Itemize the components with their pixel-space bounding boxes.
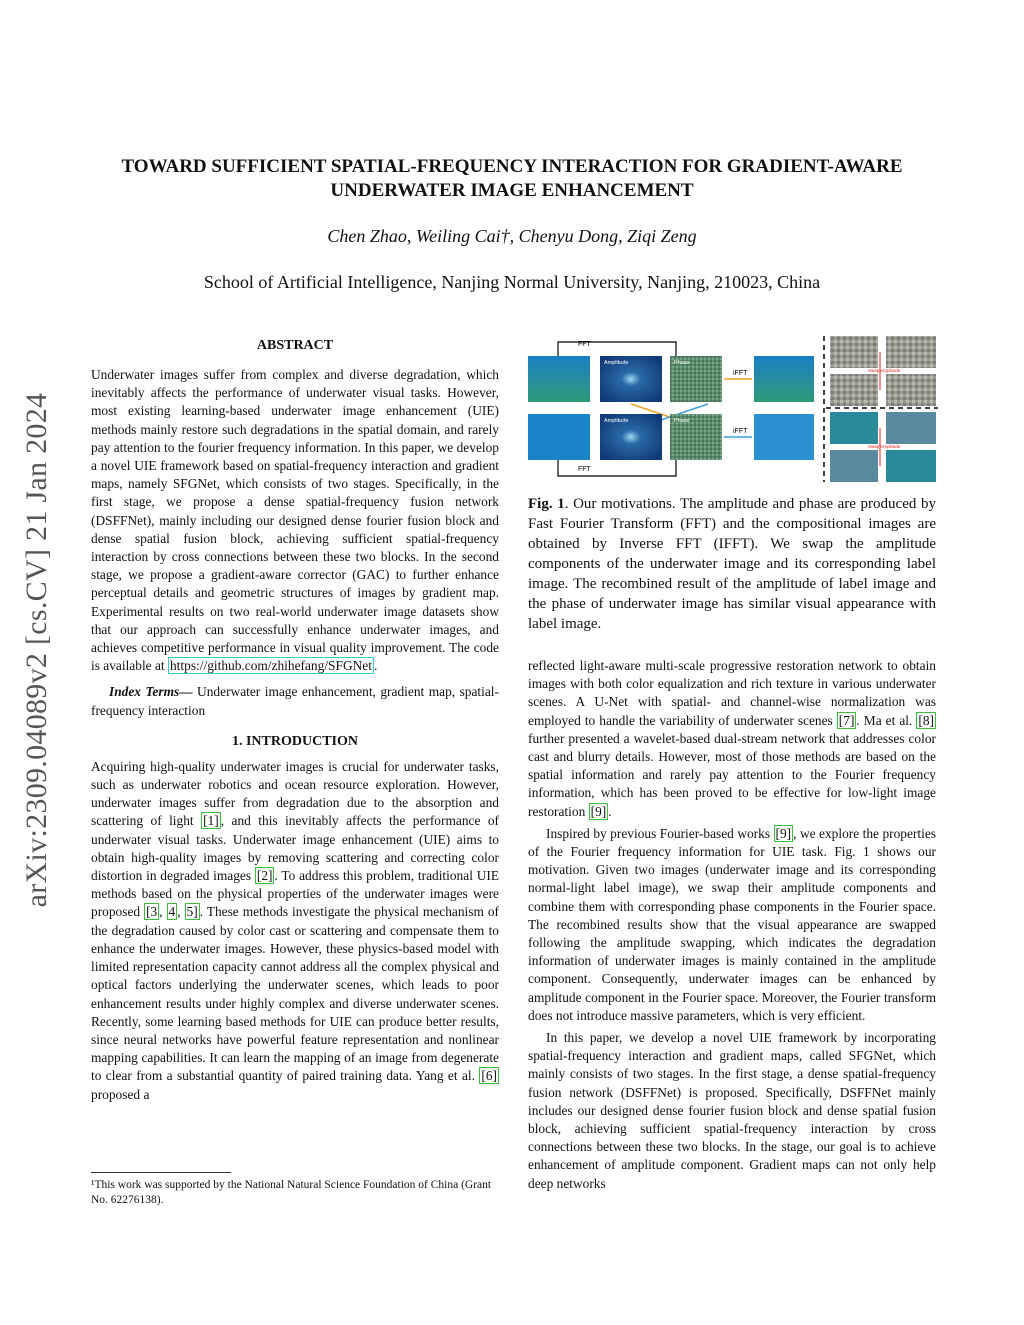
footnote: ¹This work was supported by the National Natural Science Foundation of China (Grant No. 62276138). — [91, 1179, 492, 1206]
phase-label-bottom: Phase — [674, 418, 690, 424]
example-image — [830, 336, 878, 368]
right-text-b: . Ma et al. — [856, 712, 917, 728]
code-link[interactable]: https://github.com/zhihefang/SFGNet — [169, 658, 372, 674]
ref-link[interactable]: [8] — [918, 712, 934, 728]
example-image — [830, 374, 878, 406]
swap-label-top: Swap Amplitude — [868, 368, 901, 373]
arxiv-id: arXiv:2309.04089v2 [cs.CV] 21 Jan 2024 — [20, 392, 53, 908]
authors: Chen Zhao, Weiling Cai†, Chenyu Dong, Ziqi Zeng — [327, 226, 697, 246]
right-paragraph-2 — [528, 825, 936, 1025]
intro-heading: 1. INTRODUCTION — [231, 733, 358, 749]
phase-label-top: Phase — [674, 360, 690, 366]
index-terms — [91, 683, 499, 719]
ref-link[interactable]: [9] — [590, 803, 607, 819]
example-image — [886, 374, 936, 406]
right-paragraph-3: In this paper, we develop a novel UIE framework by incorporating spatial-frequency interaction and gradient maps, called SFGNet, which mainly consists of two stages. In the first stage, a dense spatial-frequency fusion network (DSFFNet) is proposed. Specifically, DSFFNet mainly includes our designed dense fourier fusion block and dense spatial fusion block, achieving sufficient spatial-frequency interaction by cross connections between these two blocks. In the stage, our goal is to achieve enhancement of amplitude component. Gradient maps can not only help deep networks — [528, 1030, 936, 1191]
right-text-a: reflected light-aware multi-scale progressive restoration network to obtain images with both color equalization and rich texture in various underwater scenes. A U-Net with spatial- and channel-wise normalization was employed to handle the variability of underwater scenes — [528, 658, 936, 728]
ref-link[interactable]: [6] — [481, 1068, 497, 1084]
recombined-image-bottom — [754, 414, 814, 460]
intro-paragraph: Acquiring high-quality underwater images is crucial for underwater tasks, such as underwater robotics and ocean resource exploration. However, underwater images suffer from degradation due to the absorption and scattering of light [1] , and this inevitably affects the performance of underwater visual tasks. Underwater image enhancement (UIE) aims to obtain high-quality images by removing scattering and correcting color distortion in degraded images [2] . To address this problem, traditional UIE methods based on the physical properties of the underwater images were proposed [3 , 4 , 5] . These methods investigate the physical mechanism of the degradation caused by color cast or scattering and compensate them to enhance the underwater images. However, these physics-based model with limited representation capacity cannot address all the complex physical and optical factors underlying the underwater scenes, which leads to poor enhancement results under highly complex and diverse underwater scenes. Recently, some learning based methods for UIE can produce better results, since neural networks have powerful feature representation and nonlinear mapping capabilities. It can learn the mapping of an image from degenerate to clear from a substantial quantity of paired training data. Yang et al. [6] proposed a — [91, 758, 500, 1102]
amplitude-label-bottom: Amplitude — [604, 418, 629, 424]
example-image — [886, 450, 936, 482]
right-text-d: . — [608, 803, 612, 819]
recombined-image-top — [754, 356, 814, 402]
intro-text-d: . These methods investigate the physical mechanism of the degradation caused by color cast or scattering and compensate them to enhance the underwater images. However, these physics-based model with limited representation capacity cannot address all the complex physical and optical factors underlying the underwater scenes, which leads to poor enhancement results under highly complex and diverse underwater scenes. Recently, some learning based methods for UIE can produce better results, since neural networks have powerful feature representation and nonlinear mapping capabilities. It can learn the mapping of an image from degenerate to clear from a substantial quantity of paired training data. Yang et al. — [91, 904, 499, 1084]
right-text-e: Inspired by previous Fourier-based works — [546, 825, 774, 841]
ref-link[interactable]: 5] — [186, 904, 198, 920]
fft-arrow-top — [558, 342, 676, 356]
abstract-text: Underwater images suffer from complex and diverse degradation, which inevitably affects the performance of underwater visual tasks. However, most existing learning-based underwater image enhancement (UIE) methods mainly restore such degradations in the spatial domain, and rarely pay attention to the fourier frequency information. In this paper, we develop a novel UIE framework based on spatial-frequency interaction and gradient maps, namely SFGNet, which consists of two stages. Specifically, in the first stage, we propose a dense spatial-frequency fusion network (DSFFNet), mainly including our designed dense fourier fusion block and dense spatial fusion block, achieving sufficient spatial-frequency interaction by cross connections between these two blocks. In the second stage, we propose a gradient-aware corrector (GAC) to further enhance perceptual details and geometric structures of images by gradient map. Experimental results on two real-world underwater image datasets show that our approach can successfully enhance underwater images, and achieves competitive performance in visual quality improvement. The code is available at — [91, 367, 499, 674]
right-text-f: , we explore the properties of the Fourier frequency information for UIE task. Fig. 1 shows our motivation. Given two images (underwater image and its corresponding normal-light label image), we swap their amplitude components and combine them with corresponding phase components in the Fourier space. The recombined results show that the visual appearance are swapped following the amplitude swapping, which indicates the degradation information of underwater images is mainly contained in the amplitude component. Consequently, underwater images can be enhanced by amplitude component in the Fourier space. Moreover, the Fourier transform does not introduce massive parameters, which is very efficient. — [528, 825, 936, 1023]
index-terms-text: Underwater image enhancement, gradient map, spatial-frequency interaction — [91, 684, 499, 718]
abstract-body: Underwater images suffer from complex and diverse degradation, which inevitably affects the performance of underwater visual tasks. However, most existing learning-based underwater image enhancement (UIE) methods mainly restore such degradations in the spatial domain, and rarely pay attention to the fourier frequency information. In this paper, we develop a novel UIE framework based on spatial-frequency interaction and gradient maps, namely SFGNet, which consists of two stages. Specifically, in the first stage, we propose a dense spatial-frequency fusion network (DSFFNet), mainly including our designed dense fourier fusion block and dense spatial fusion block, achieving sufficient spatial-frequency interaction by cross connections between these two blocks. In the second stage, we propose a gradient-aware corrector (GAC) to further enhance perceptual details and geometric structures of images by gradient map. Experimental results on two real-world underwater image datasets show that our approach can successfully enhance underwater images, and achieves competitive performance in visual quality improvement. The code is available at https://github.com/zhihefang/SFGNet . — [91, 367, 499, 674]
ref-link[interactable]: [7] — [838, 712, 855, 728]
caption-text: . Our motivations. The amplitude and phase are produced by Fast Fourier Transform (FFT) and the compositional images are obtained by Inverse FFT (IFFT). We swap the amplitude components of the underwater image and its corresponding label image. The recombined result of the amplitude of label image and the phase of underwater image has similar visual appearance with label image. — [528, 496, 936, 632]
fft-label-top: FFT — [578, 341, 591, 348]
ref-link[interactable]: [1] — [203, 813, 219, 829]
fft-arrow-bottom — [558, 460, 676, 476]
example-image — [830, 450, 878, 482]
affiliation: School of Artificial Intelligence, Nanjing Normal University, Nanjing, 210023, China — [203, 272, 821, 292]
fft-label-bottom: FFT — [578, 466, 591, 473]
footnote-rule — [91, 1172, 231, 1173]
paper-title — [80, 155, 944, 203]
underwater-image-top — [528, 356, 590, 402]
intro-text-c: . To address this problem, traditional UIE methods based on the physical properties of the underwater images were proposed — [91, 868, 500, 920]
example-image — [830, 412, 878, 444]
ref-link[interactable]: [2] — [256, 868, 273, 884]
swap-label-bottom: Swap Amplitude — [868, 444, 901, 449]
arxiv-sidebar — [12, 355, 62, 945]
ifft-label-top: iFFT — [733, 370, 748, 377]
title-line-1: TOWARD SUFFICIENT SPATIAL-FREQUENCY INTERACTION FOR GRADIENT-AWARE — [121, 156, 903, 177]
left-column — [91, 338, 499, 1104]
example-image — [886, 336, 936, 368]
right-text-c: further presented a wavelet-based dual-stream network that addresses color cast and blurry details. However, most of those methods are based on the spatial information and rarely pay attention to the Fourier frequency information, which has been proved to be effective for low-light image restoration — [528, 730, 936, 819]
intro-text-e: proposed a — [91, 1086, 150, 1102]
right-column — [528, 657, 936, 1197]
ifft-label-bottom: iFFT — [733, 428, 748, 435]
example-image — [886, 412, 936, 444]
right-paragraph-1 — [528, 657, 936, 821]
amplitude-label-top: Amplitude — [604, 360, 629, 366]
label-image-bottom — [528, 414, 590, 460]
intro-text-b: , and this inevitably affects the performance of underwater visual tasks. Underwater image enhancement (UIE) aims to obtain high-quality images by removing scattering and correcting color distortion in degraded images — [91, 813, 499, 884]
intro-text-a: Acquiring high-quality underwater images is crucial for underwater tasks, such as underwater robotics and ocean resource exploration. However, underwater images suffer from degradation due to the absorption and scattering of light — [91, 758, 499, 829]
title-line-2: UNDERWATER IMAGE ENHANCEMENT — [330, 180, 694, 201]
figure-1-graphic — [528, 334, 938, 484]
ref-link[interactable]: [3 — [146, 904, 158, 920]
figure-1-caption — [528, 494, 936, 634]
ref-link[interactable]: [9] — [775, 825, 792, 841]
abstract-heading: ABSTRACT — [256, 338, 334, 353]
figure-1 — [528, 334, 938, 484]
ref-link[interactable]: 4 — [168, 904, 176, 920]
index-terms-label: Index Terms— — [109, 684, 193, 700]
caption-label: Fig. 1 — [528, 496, 565, 512]
